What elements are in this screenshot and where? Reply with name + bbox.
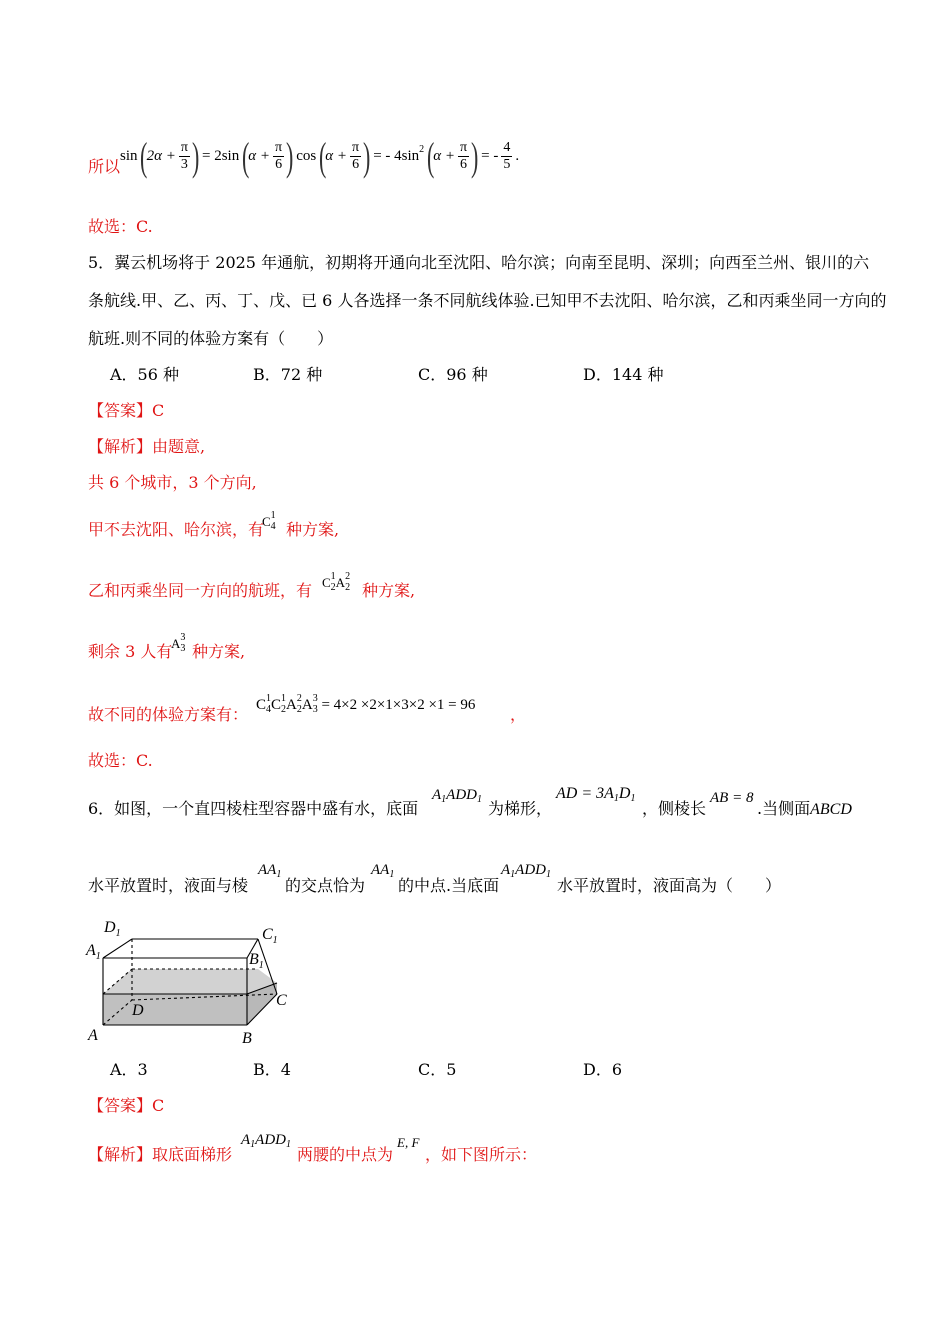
so-label: 所以 bbox=[88, 157, 121, 176]
face-a1add1-3: $A_1ADD_1$ bbox=[241, 1132, 291, 1150]
face-name: ADD bbox=[446, 787, 477, 803]
q6-analysis-3: ，如下图所示： bbox=[425, 1145, 538, 1164]
eq-square: 2 bbox=[419, 144, 425, 155]
frac-num: 4 bbox=[503, 140, 511, 156]
q6-option-a: A．3 bbox=[110, 1060, 148, 1079]
edge-aa1-2: $AA_1$ bbox=[371, 862, 395, 880]
face-name: ADD bbox=[255, 1132, 286, 1148]
q5-step1: 共 6 个城市，3 个方向, bbox=[88, 473, 257, 492]
combination-c21a22: $C^1_2A^2_2$ bbox=[322, 571, 351, 593]
eq-cos: cos bbox=[296, 148, 317, 164]
eq-end: = - bbox=[481, 148, 499, 164]
label-b1: $B_1$ bbox=[249, 951, 264, 971]
eq-period: . bbox=[515, 148, 520, 164]
eq-arg: 2α + bbox=[146, 148, 176, 164]
ab-equation: AB = 8 bbox=[710, 790, 754, 806]
edge-name: AA bbox=[371, 862, 390, 878]
q6-line2 bbox=[88, 876, 248, 896]
analysis-label: 【解析】 bbox=[88, 437, 153, 456]
q5-line2: 条航线.甲、乙、丙、丁、戊、已 6 人各选择一条不同航线体验.已知甲不去沈阳、哈尔滨，乙和丙乘坐同一方向的 bbox=[88, 291, 887, 310]
step2-text: 甲不去沈阳、哈尔滨，有 bbox=[88, 520, 265, 539]
label-c1: $C_1$ bbox=[262, 926, 278, 946]
points-ef: E, F bbox=[397, 1135, 420, 1150]
eq-mid1: = 2sin bbox=[202, 148, 240, 164]
q5-analysis bbox=[88, 437, 205, 457]
label-a: A bbox=[88, 1027, 98, 1044]
q6-text-a: 6．如图，一个直四棱柱型容器中盛有水，底面 bbox=[88, 799, 419, 818]
edge-aa1: $AA_1$ bbox=[258, 862, 282, 880]
q5-pick: 故选：C. bbox=[88, 751, 153, 770]
q5-step2-tail: 种方案, bbox=[286, 520, 340, 539]
q6-line1-c: ，侧棱长 bbox=[642, 799, 707, 818]
q5-answer: 【答案】C bbox=[88, 401, 165, 420]
q6-text-2a: 水平放置时，液面与棱 bbox=[88, 876, 249, 895]
q6-analysis bbox=[88, 1145, 232, 1165]
q5-line1: 5．翼云机场将于 2025 年通航，初期将开通向北至沈阳、哈尔滨；向南至昆明、深圳；向西至兰州、银川的六 bbox=[88, 253, 870, 272]
frac-den: 6 bbox=[275, 157, 283, 173]
q6-line2-b: 的交点恰为 bbox=[285, 876, 366, 895]
q5-option-a: A．56 种 bbox=[110, 365, 180, 384]
q6-option-d: D．6 bbox=[583, 1060, 623, 1079]
ad-eq: AD = 3 bbox=[556, 785, 605, 802]
frac-den: 6 bbox=[460, 157, 468, 173]
face-abcd: ABCD bbox=[810, 801, 852, 818]
label-d1: $D_1$ bbox=[104, 919, 121, 939]
edge-a1-d1 bbox=[103, 939, 132, 958]
q5-step2 bbox=[88, 520, 264, 540]
face-a1add1: $A_1ADD_1$ bbox=[432, 787, 482, 805]
q5-step5-tail: ， bbox=[510, 705, 527, 724]
face-name: ADD bbox=[515, 862, 546, 878]
eq-alpha: α + bbox=[248, 148, 271, 164]
frac-den: 5 bbox=[503, 157, 511, 173]
q6-line2-d: 水平放置时，液面高为（ ） bbox=[557, 876, 782, 895]
edge-name: AA bbox=[258, 862, 277, 878]
total-expression: $C^1_4C^1_2A^2_2A^3_3 = 4\times 2 \times 2\times 1\times 3\times 2 \times 1 = 96$ bbox=[256, 693, 476, 715]
trig-equation: sin (2α + $\frac{\pi}{3}$ ) = 2sin (α + $\frac{\pi}{6}$ ) cos (α + $\frac{\pi}{6}$ ) = - $4\sin^2$ (α + $\frac{\pi}{6}$ ) = - $\frac{4}{5}$ . bbox=[120, 133, 520, 179]
frac-pi: π bbox=[180, 140, 188, 156]
q6-line1-b: 为梯形， bbox=[488, 799, 553, 818]
q6-option-b: B．4 bbox=[253, 1060, 291, 1079]
q6-answer: 【答案】C bbox=[88, 1096, 165, 1115]
water-top-surface bbox=[103, 969, 277, 994]
q6-analysis-2: 两腰的中点为 bbox=[297, 1145, 394, 1164]
label-a1: $A_1$ bbox=[86, 942, 101, 962]
q6-line2-c: 的中点.当底面 bbox=[398, 876, 500, 895]
prev-pick: 故选：C. bbox=[88, 217, 153, 236]
q6-text-d: .当侧面 bbox=[757, 799, 811, 818]
q5-step5 bbox=[88, 705, 248, 725]
eq-alpha: α + bbox=[433, 148, 455, 164]
analysis-text-1: 取底面梯形 bbox=[152, 1145, 233, 1164]
q5-line3: 航班.则不同的体验方案有（ ） bbox=[88, 329, 334, 348]
prism-figure bbox=[82, 915, 292, 1050]
step5-text: 故不同的体验方案有： bbox=[88, 705, 249, 724]
frac-den: 3 bbox=[180, 157, 188, 173]
total-value: = 4×2 ×2×1×3×2 ×1 = 96 bbox=[321, 697, 476, 713]
ad-equation: AD = $3A_1D_1$ bbox=[556, 785, 636, 804]
step3-text: 乙和丙乘坐同一方向的航班，有 bbox=[88, 581, 313, 600]
combination-c41: $C^1_4$ bbox=[262, 510, 276, 532]
q6-line1 bbox=[88, 799, 418, 819]
q5-step3 bbox=[88, 581, 312, 601]
q6-line1-d bbox=[757, 799, 852, 820]
eq-mid2: = - 4sin bbox=[373, 148, 420, 164]
q5-option-d: D．144 种 bbox=[583, 365, 664, 384]
analysis-label: 【解析】 bbox=[88, 1145, 153, 1164]
q6-option-c: C．5 bbox=[418, 1060, 457, 1079]
eq-alpha: α + bbox=[325, 148, 348, 164]
analysis-intro: 由题意, bbox=[152, 437, 206, 456]
label-c: C bbox=[276, 992, 287, 1009]
eq-sin: sin bbox=[120, 148, 138, 164]
frac-den: 6 bbox=[352, 157, 360, 173]
q5-step4-tail: 种方案, bbox=[192, 642, 246, 661]
arrangement-a33: $A^3_3$ bbox=[171, 632, 186, 654]
label-b: B bbox=[242, 1030, 252, 1047]
frac-pi: π bbox=[352, 140, 360, 156]
q5-option-c: C．96 种 bbox=[418, 365, 488, 384]
q5-step3-tail: 种方案, bbox=[362, 581, 416, 600]
q5-option-b: B．72 种 bbox=[253, 365, 323, 384]
label-d: D bbox=[132, 1002, 144, 1019]
q5-step4 bbox=[88, 642, 172, 662]
frac-pi: π bbox=[459, 140, 468, 156]
step4-text: 剩余 3 人有 bbox=[88, 642, 173, 661]
face-a1add1-2: $A_1ADD_1$ bbox=[501, 862, 551, 880]
frac-pi: π bbox=[275, 140, 283, 156]
